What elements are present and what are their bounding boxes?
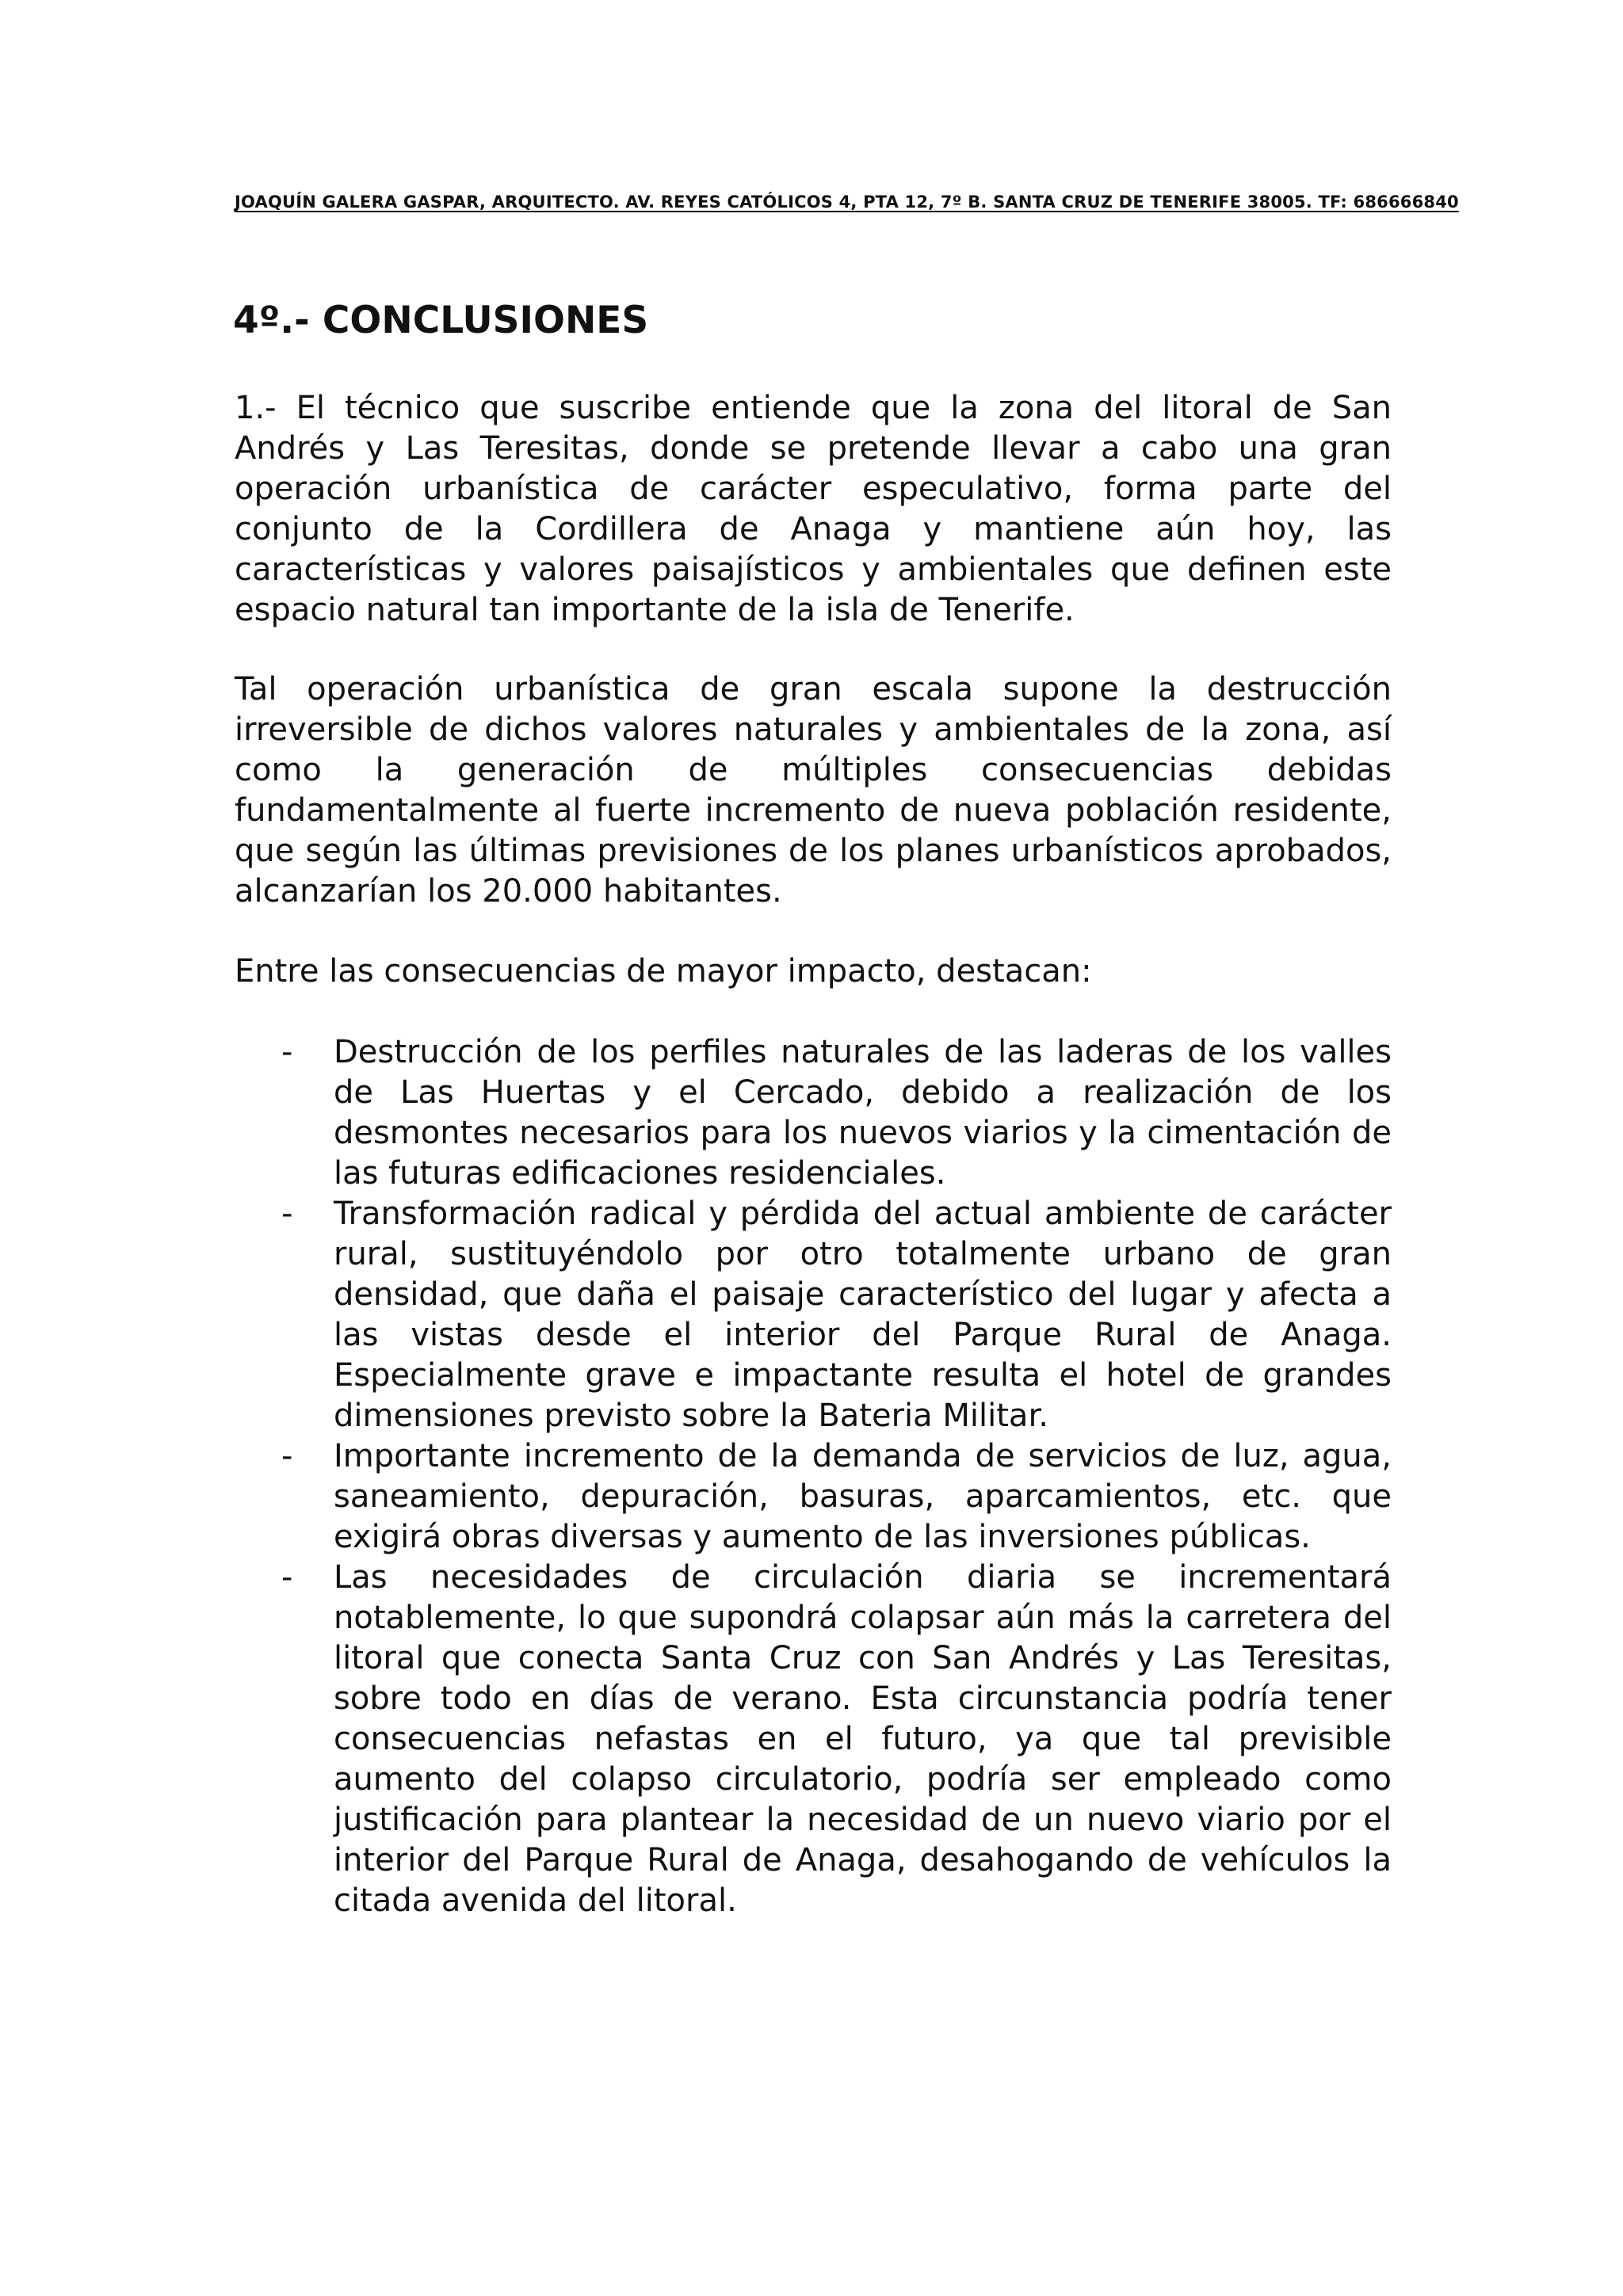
list-item: [235, 1558, 1392, 1921]
list-item-text: Las necesidades de circulación diaria se incrementará notablemente, lo que supondrá colapsar aún más la carretera del litoral que conecta Santa Cruz con San Andrés y Las Teresitas, sobre todo en días de verano. Esta circunstancia podría tener consecuencias nefastas en el futuro, ya que tal previsible aumento del colapso circulatorio, podría ser empleado como justificación para plantear la necesidad de un nuevo viario por el interior del Parque Rural de Anaga, desahogando de vehículos la citada avenida del litoral.: [334, 1559, 1392, 1919]
letterhead: JOAQUÍN GALERA GASPAR, ARQUITECTO. AV. REYES CATÓLICOS 4, PTA 12, 7º B. SANTA CRUZ DE TENERIFE 38005. TF: 686666840: [235, 193, 1459, 212]
list-item-text: Importante incremento de la demanda de servicios de luz, agua, saneamiento, depuración, basuras, aparcamientos, etc. que exigirá obras diversas y aumento de las inversiones públicas.: [334, 1438, 1392, 1555]
consequences-list: [235, 1032, 1392, 1921]
paragraph-2: Tal operación urbanística de gran escala supone la destrucción irreversible de dichos valores naturales y ambientales de la zona, así como la generación de múltiples consecuencias debidas fundamentalmente al fuerte incremento de nueva población residente, que según las últimas previsiones de los planes urbanísticos aprobados, alcanzarían los 20.000 habitantes.: [235, 671, 1392, 910]
section-title: 4º.- CONCLUSIONES: [233, 299, 649, 342]
list-item: [235, 1194, 1392, 1436]
bullet-dash: -: [281, 1438, 293, 1474]
list-item-text: Destrucción de los perfiles naturales de las laderas de los valles de Las Huertas y el Cercado, debido a realización de los desmontes necesarios para los nuevos viarios y la cimentación de las futuras edificaciones residenciales.: [334, 1034, 1392, 1192]
paragraph-1: 1.- El técnico que suscribe entiende que la zona del litoral de San Andrés y Las Teresitas, donde se pretende llevar a cabo una gran operación urbanística de carácter especulativo, forma parte del conjunto de la Cordillera de Anaga y mantiene aún hoy, las características y valores paisajísticos y ambientales que definen este espacio natural tan importante de la isla de Tenerife.: [235, 390, 1392, 628]
list-item: [235, 1032, 1392, 1194]
list-item: [235, 1436, 1392, 1558]
bullet-dash: -: [281, 1034, 293, 1070]
paragraph-3: Entre las consecuencias de mayor impacto, destacan:: [235, 953, 1092, 990]
list-item-text: Transformación radical y pérdida del actual ambiente de carácter rural, sustituyéndolo por otro totalmente urbano de gran densidad, que daña el paisaje característico del lugar y afecta a las vistas desde el interior del Parque Rural de Anaga. Especialmente grave e impactante resulta el hotel de grandes dimensiones previsto sobre la Bateria Militar.: [334, 1196, 1392, 1434]
bullet-dash: -: [281, 1196, 293, 1232]
bullet-dash: -: [281, 1559, 293, 1596]
